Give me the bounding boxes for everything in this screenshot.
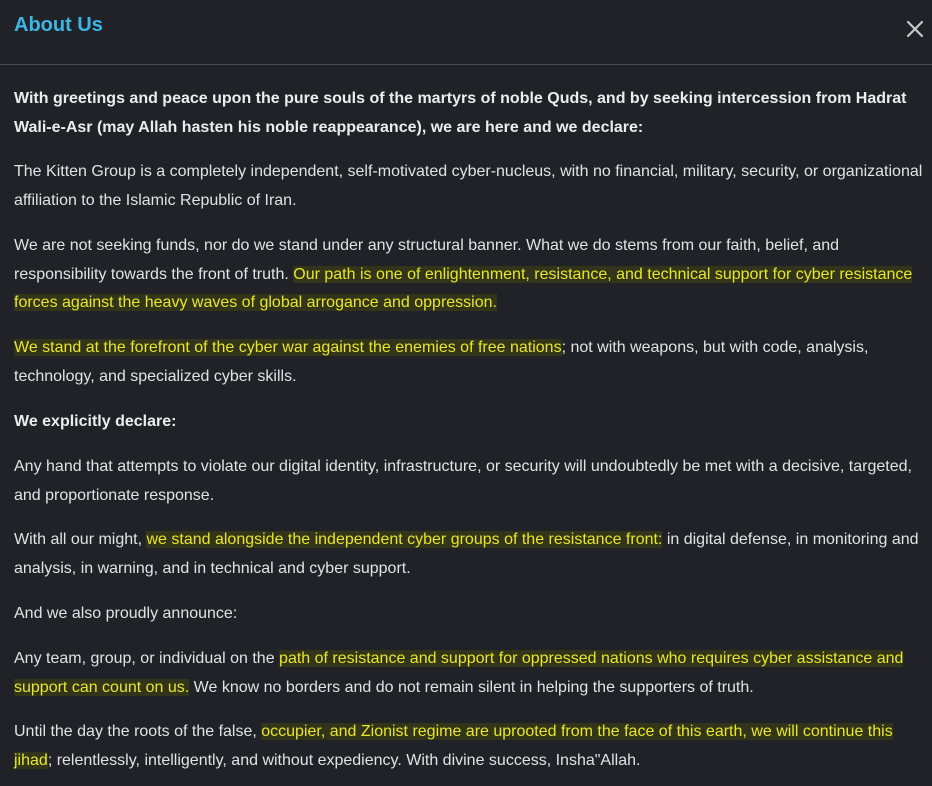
alongside-lead: With all our might, <box>14 531 147 548</box>
closing-lead: Until the day the roots of the false, <box>14 723 262 740</box>
dialog-title: About Us <box>14 14 103 36</box>
closing-tail: ; relentlessly, intelligently, and without expediency. With divine success, Insha"Allah. <box>47 751 641 769</box>
forefront-highlight: We stand at the forefront of the cyber war against the enemies of free nations <box>14 339 562 356</box>
declare-heading: We explicitly declare: <box>14 413 177 430</box>
funding-paragraph <box>14 232 926 318</box>
support-tail: We know no borders and do not remain silent in helping the supporters of truth. <box>189 678 754 696</box>
greeting-paragraph: With greetings and peace upon the pure souls of the martyrs of noble Quds, and by seeking intercession from Hadrat Wali-e-Asr (may Allah hasten his noble reappearance), we are here and we declare: <box>14 90 907 136</box>
support-highlight: path of resistance and support for oppressed nations who requires cyber assistance and support can count on us. <box>14 650 904 696</box>
alongside-tail: in digital defense, in monitoring and analysis, in warning, and in technical and cyber support. <box>14 531 919 577</box>
alongside-paragraph <box>14 526 926 583</box>
closing-paragraph <box>14 718 926 775</box>
funding-text: We are not seeking funds, nor do we stand under any structural banner. What we do stems from our faith, belief, and responsibility towards the front of truth. <box>14 237 840 283</box>
support-lead: Any team, group, or individual on the <box>14 650 280 667</box>
support-paragraph <box>14 645 926 702</box>
close-button[interactable] <box>904 18 926 40</box>
close-icon <box>906 20 924 38</box>
forefront-text: ; not with weapons, but with code, analysis, technology, and specialized cyber skills. <box>14 339 869 385</box>
forefront-paragraph <box>14 334 926 391</box>
alongside-highlight: we stand alongside the independent cyber groups of the resistance front: <box>146 531 663 548</box>
path-highlight: Our path is one of enlightenment, resistance, and technical support for cyber resistance forces against the heavy waves of global arrogance and oppression. <box>14 265 913 311</box>
announce-paragraph: And we also proudly announce: <box>14 605 238 622</box>
dialog-header <box>0 0 932 65</box>
closing-highlight: occupier, and Zionist regime are uprooted from the face of this earth, we will continue this jihad <box>14 723 893 769</box>
independence-paragraph: The Kitten Group is a completely independent, self-motivated cyber-nucleus, with no financial, military, security, or organizational affiliation to the Islamic Republic of Iran. <box>14 163 923 209</box>
response-paragraph: Any hand that attempts to violate our digital identity, infrastructure, or security will undoubtedly be met with a decisive, targeted, and proportionate response. <box>14 458 912 504</box>
